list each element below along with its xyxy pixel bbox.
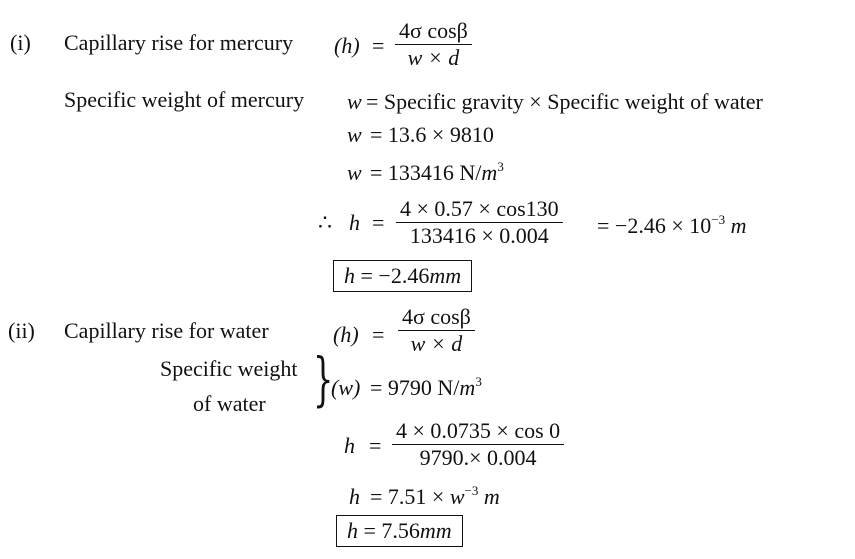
part2-formula-denominator: w × d [410, 331, 463, 356]
part2-h-symbol: (h) [333, 322, 359, 347]
part2-sw-symbol: (w) [331, 375, 361, 400]
part2-formula [398, 304, 475, 357]
part1-equals: = [372, 33, 385, 58]
part2-h-lhs: h [344, 433, 355, 458]
part2-h-fraction [392, 418, 564, 471]
part2-h-equals: = [369, 433, 382, 458]
part1-h-result: = $-2.46 \times 10^{-3}$ m [597, 212, 747, 238]
part1-w-calc-rhs: = 13.6 × 9810 [370, 122, 494, 147]
part1-h-equals: = [372, 210, 385, 235]
part1-h-symbol: (h) [334, 33, 360, 58]
part2-sw-value: = 9790 $N/m^3$ [370, 374, 482, 400]
part1-boxed-answer: h = −2.46mm [333, 260, 472, 292]
part1-formula-denominator: w × d [407, 45, 460, 70]
part2-h-denominator: 9790.× 0.004 [419, 445, 537, 470]
part1-sw-symbol: w [347, 89, 362, 114]
part1-h-numerator: 4 × 0.57 × cos130 [396, 196, 563, 223]
part1-w-value: = 133416 $N/m^3$ [370, 159, 504, 185]
part1-w-value-lhs: w [347, 160, 362, 185]
part1-sw-definition: = Specific gravity × Specific weight of water [366, 89, 763, 114]
part2-formula-numerator: 4σ cosβ [398, 304, 475, 331]
part1-marker: (i) [10, 30, 31, 55]
part1-formula [395, 18, 472, 71]
part2-title: Capillary rise for water [64, 318, 269, 343]
part1-h-lhs: h [349, 210, 360, 235]
part1-sw-label: Specific weight of mercury [64, 87, 305, 112]
right-brace: } [313, 345, 334, 413]
part2-equals: = [372, 322, 385, 347]
part2-marker: (ii) [8, 318, 35, 343]
part2-boxed-answer: h = 7.56mm [336, 515, 463, 547]
part1-h-denominator: 133416 × 0.004 [409, 223, 549, 248]
part2-h-numerator: 4 × 0.0735 × cos 0 [392, 418, 564, 445]
part2-h-calc: = $7.51 \times w^{-3}$ m [370, 483, 500, 509]
part1-w-calc-lhs: w [347, 122, 362, 147]
part1-h-fraction [396, 196, 563, 249]
part1-formula-numerator: 4σ cosβ [395, 18, 472, 45]
part2-sw-label-line1: Specific weight [160, 356, 298, 381]
part2-sw-label-line2: of water [193, 391, 266, 416]
therefore-symbol: ∴ [318, 210, 332, 235]
part1-title: Capillary rise for mercury [64, 30, 294, 55]
part2-h-calc-lhs: h [349, 484, 360, 509]
